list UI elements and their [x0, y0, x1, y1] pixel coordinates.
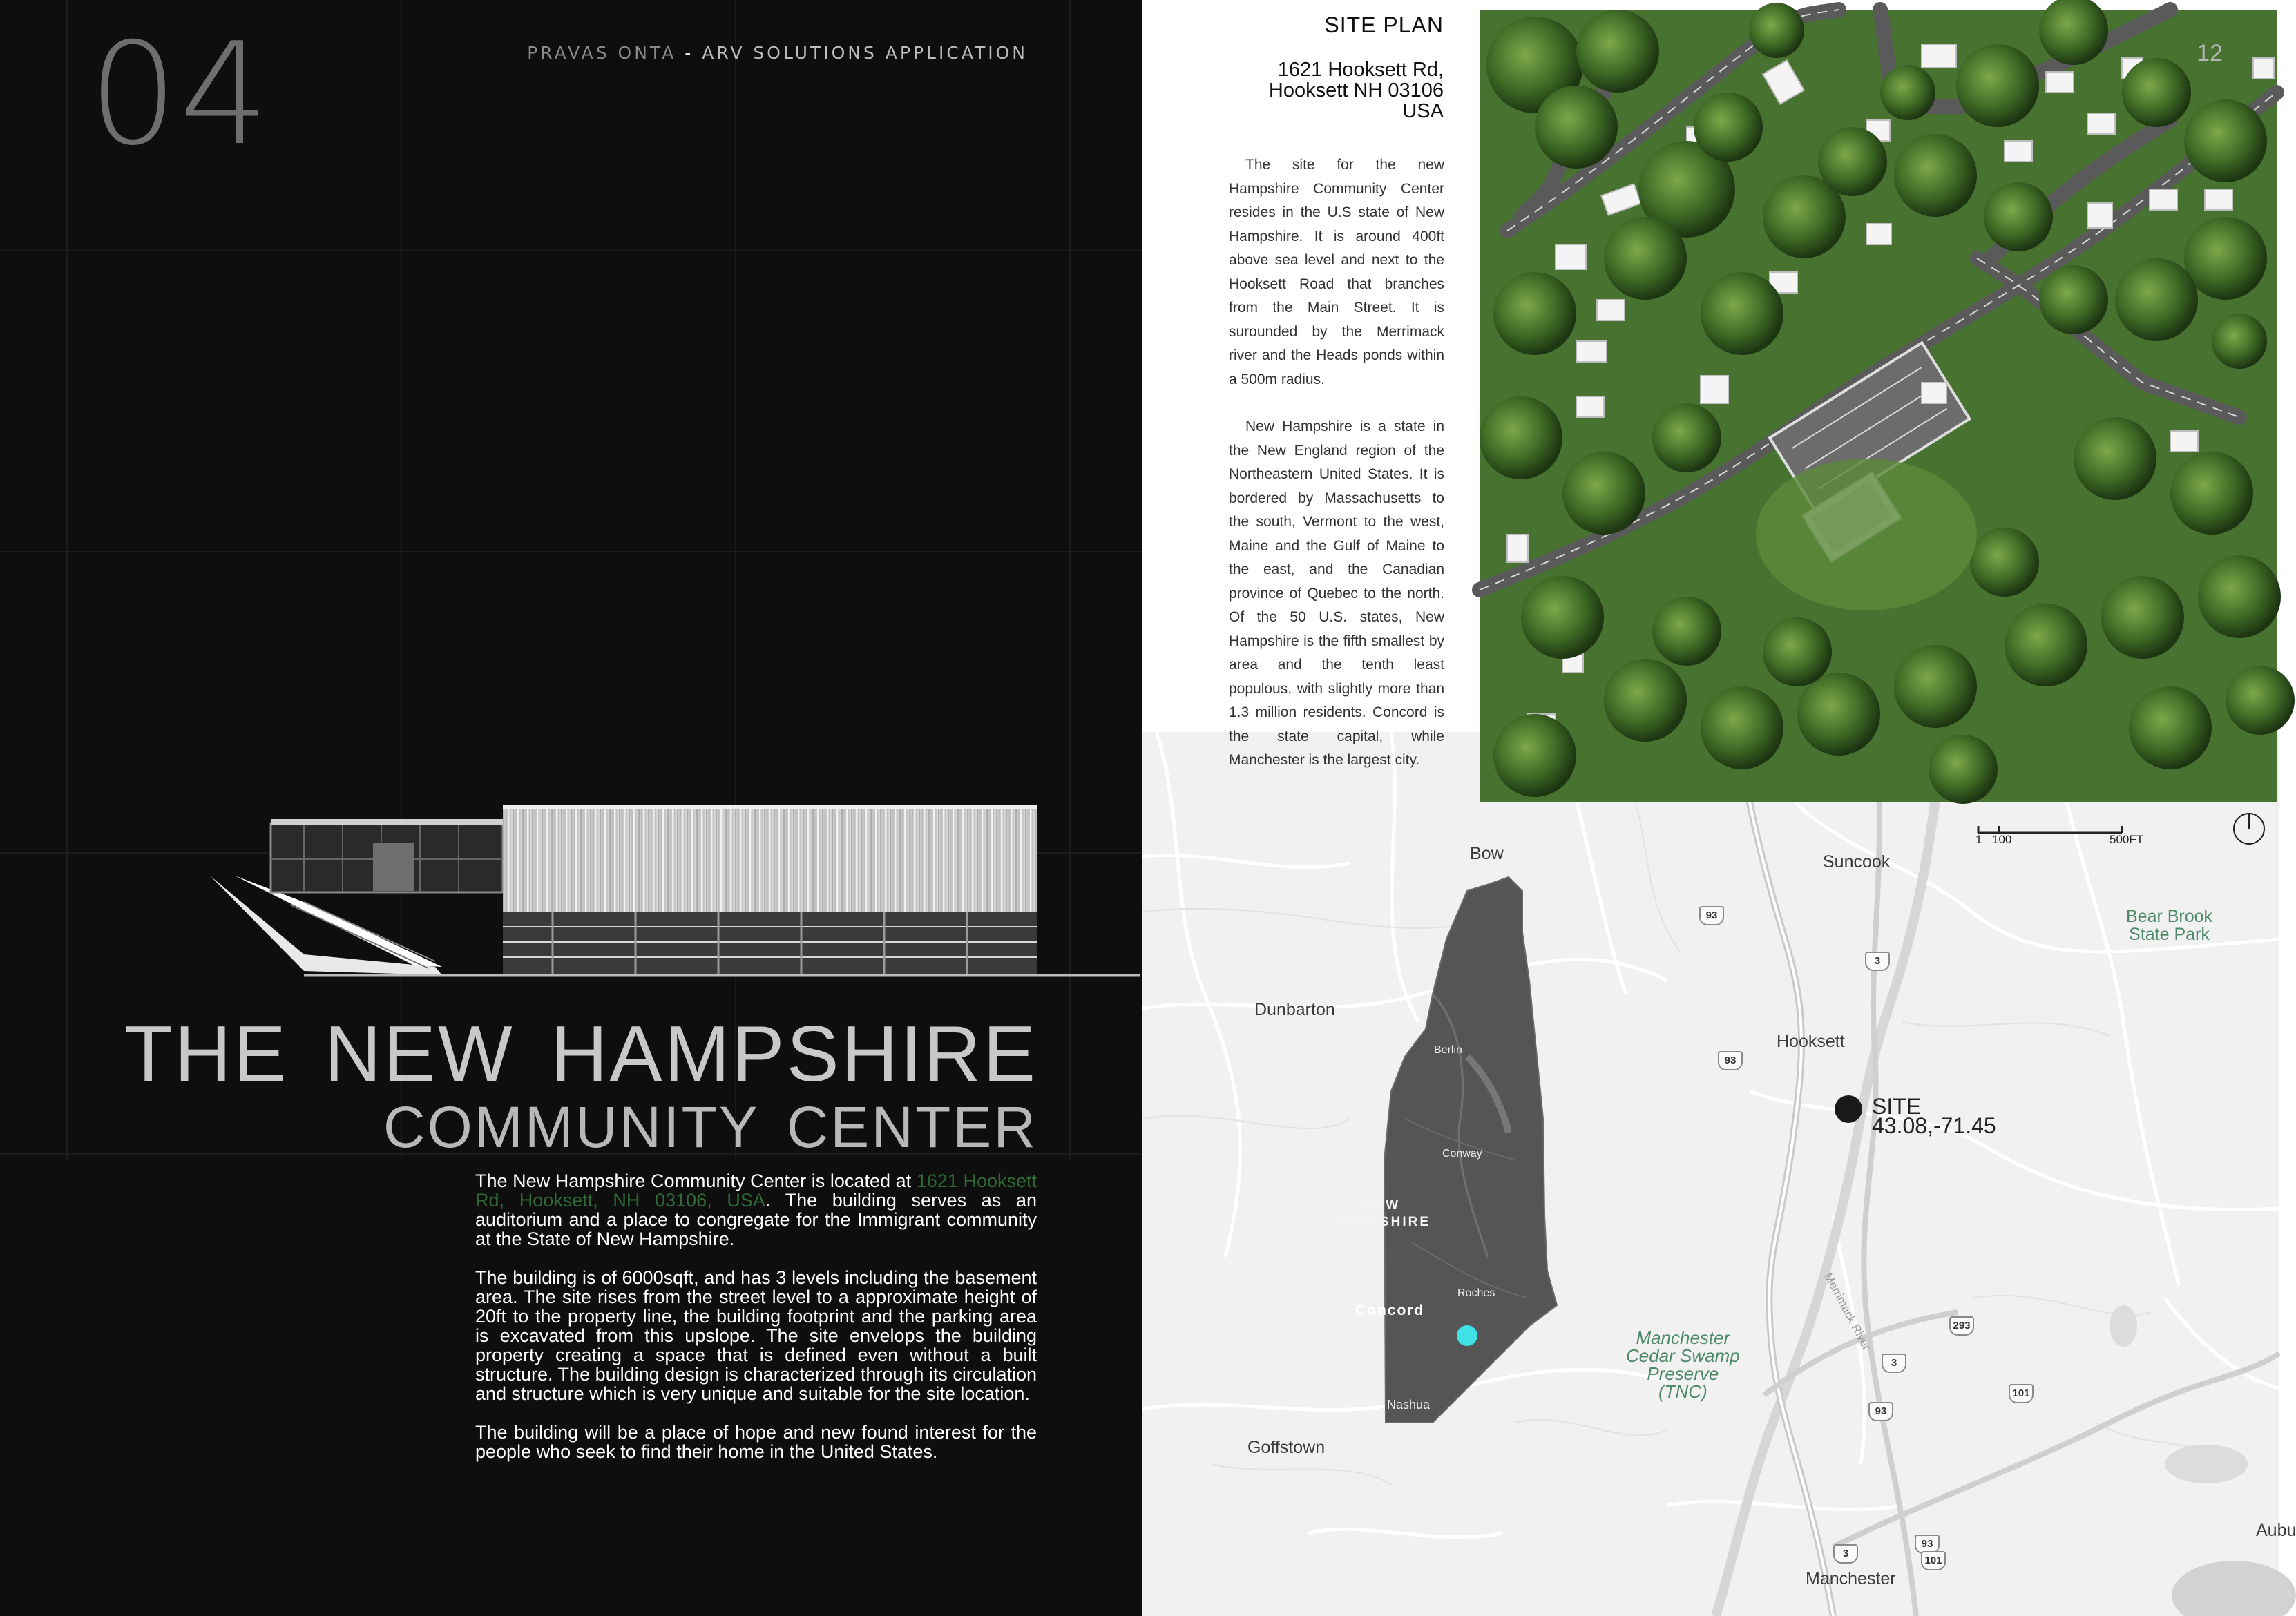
paragraph-text: The New Hampshire Community Center is located at	[475, 1171, 917, 1191]
map-label-manchester: Manchester	[1806, 1569, 1896, 1588]
description-paragraph-2: The building is of 6000sqft, and has 3 levels including the basement area. The site rises from the street level to a approximate height of 20ft to the property line, the building footprint and the parking area is excavated from this upslope. The site envelops the building property creating a space that is defined even without a built structure. The building design is characterized through its circulation and structure which is very unique and suitable for the site location.	[475, 1267, 1037, 1404]
author-name: PRAVAS ONTA	[527, 43, 677, 63]
address-line: 1621 Hooksett Rd,	[1277, 59, 1444, 81]
project-subtitle: COMMUNITY CENTER	[383, 1095, 1037, 1160]
route-shield: 3	[1882, 1354, 1906, 1373]
site-description	[1229, 153, 1444, 796]
left-page	[0, 0, 1142, 1616]
page-number: 12	[2197, 40, 2223, 66]
grid-line	[401, 0, 402, 1160]
route-shield: 93	[1868, 1402, 1893, 1421]
route-shield: 101	[1921, 1551, 1946, 1570]
scale-label-500ft: 500FT	[2110, 833, 2144, 846]
map-label-river: Merrimack River	[1821, 1271, 1874, 1353]
grid-line	[0, 551, 1142, 552]
inset-label-berlin: Berlin	[1434, 1044, 1462, 1056]
title-block	[124, 1010, 1037, 1160]
address-line: Hooksett NH 03106	[1268, 79, 1444, 102]
park-name-line: Bear Brook	[2126, 907, 2213, 926]
inset-label-rochester: Roches	[1457, 1287, 1495, 1299]
map-label-auburn: Aubu	[2256, 1521, 2296, 1540]
map-label-suncook: Suncook	[1823, 852, 1891, 872]
preserve-name-line: (TNC)	[1658, 1381, 1707, 1402]
site-plan-title: SITE PLAN	[1324, 12, 1444, 37]
route-shield: 3	[1833, 1544, 1858, 1564]
site-marker-label	[1872, 1094, 1996, 1138]
inset-label-nashua: Nashua	[1387, 1398, 1431, 1412]
aerial-site-render	[1480, 10, 2277, 802]
project-title: THE NEW HAMPSHIRE	[124, 1010, 1037, 1098]
inset-label-lebanon: over	[1301, 1204, 1323, 1216]
map-label-hooksett: Hooksett	[1777, 1032, 1845, 1051]
site-description-paragraph-2: New Hampshire is a state in the New England region of the Northeastern United States. It is bordered by Massachusetts to the south, Vermont to the west, Maine and the Gulf of Maine to the east, and the Canadian province of Quebec to the north. Of the 50 U.S. states, New Hampshire is the fifth smallest by area and the tenth least populous, with slightly more than 1.3 million residents. Concord is the state capital, while Manchester is the largest city.	[1229, 419, 1444, 768]
inset-label-concord: Concord	[1355, 1302, 1425, 1318]
chapter-number: 04	[88, 13, 271, 177]
header-credit	[527, 43, 1028, 63]
grid-line	[735, 0, 736, 1160]
map-label-goffstown: Goffstown	[1247, 1438, 1326, 1457]
scale-label-1: 1	[1975, 833, 1982, 846]
inset-label-state	[1333, 1197, 1431, 1231]
preserve-name-line: Manchester	[1636, 1327, 1730, 1348]
map-label-bow: Bow	[1470, 844, 1504, 863]
regional-map	[1142, 732, 2279, 1616]
state-name-line: HAMPSHIRE	[1333, 1215, 1431, 1229]
route-shield: 101	[2009, 1384, 2034, 1403]
route-shield: 93	[1699, 906, 1724, 925]
inset-label-conway: Conway	[1442, 1148, 1482, 1160]
route-shield: 3	[1865, 952, 1890, 971]
grid-line	[1069, 0, 1071, 1160]
address-line: USA	[1402, 100, 1444, 122]
grid-line	[66, 0, 68, 1160]
map-label-dunbarton: Dunbarton	[1254, 1000, 1335, 1019]
project-name: ARV SOLUTIONS APPLICATION	[702, 43, 1028, 63]
preserve-name-line: Cedar Swamp	[1626, 1345, 1740, 1366]
inset-label-keene: Keene	[1272, 1360, 1305, 1372]
site-description-paragraph-1: The site for the new Hampshire Community Center resides in the U.S state of New Hampshire. It is around 400ft above sea level and next to the Hooksett Road that branches from the Main Street. It is surounded by the Merrimack river and the Heads ponds within a 500m radius.	[1229, 157, 1444, 387]
address-link[interactable]: 1621 Hooksett Rd, Hooksett, NH 03106, USA	[475, 1171, 1037, 1211]
site-label: SITE	[1872, 1094, 1922, 1119]
state-name-line: NEW	[1363, 1198, 1401, 1213]
site-coordinates: 43.08,-71.45	[1872, 1113, 1996, 1138]
route-shield: 93	[1915, 1535, 1940, 1554]
right-page	[1142, 0, 2296, 1616]
description-paragraph-1	[475, 1171, 1037, 1249]
building-elevation	[207, 801, 1140, 981]
park-name-line: State Park	[2129, 925, 2210, 944]
route-shield: 293	[1949, 1316, 1974, 1336]
concord-marker	[1457, 1325, 1477, 1346]
scale-label-100: 100	[1992, 833, 2012, 846]
preserve-name-line: Preserve	[1647, 1363, 1719, 1384]
inset-label-claremont: remont	[1268, 1271, 1303, 1282]
map-label-cedar-swamp	[1626, 1329, 1740, 1401]
paragraph-text: . The building serves as an auditorium and a place to congregate for the Immigrant community at the State of New Hampshire.	[475, 1190, 1037, 1249]
site-address	[1269, 59, 1444, 122]
route-shield: 93	[1718, 1051, 1743, 1070]
map-label-bear-brook	[2126, 907, 2212, 943]
header-separator: -	[676, 43, 702, 63]
project-description	[475, 1171, 1037, 1481]
grid-line	[0, 250, 1142, 251]
site-marker-dot	[1835, 1095, 1862, 1123]
description-paragraph-3: The building will be a place of hope and new found interest for the people who seek to find their home in the United States.	[475, 1422, 1037, 1462]
